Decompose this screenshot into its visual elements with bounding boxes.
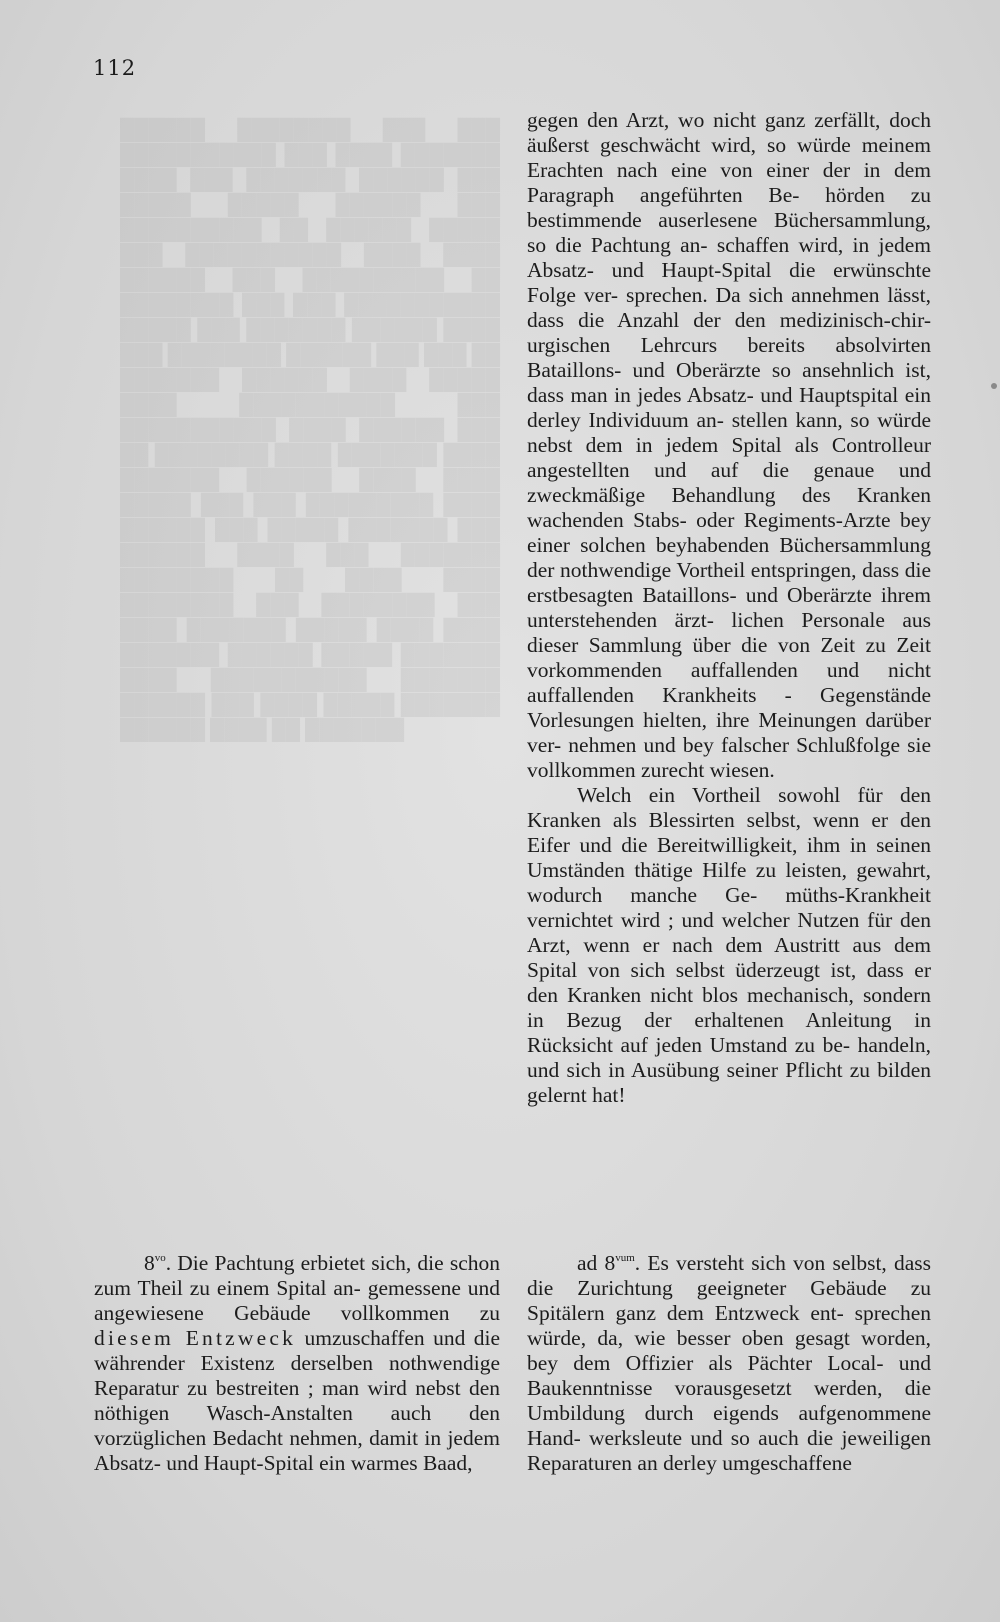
text-line: in seinen Umständen thätige Hilfe zu bbox=[527, 833, 931, 882]
text-line: Reparaturen an derley umgeschaffene bbox=[527, 1451, 852, 1475]
paragraph bbox=[527, 783, 931, 1108]
text-line: sprechen. Da sich annehmen lässt, dass bbox=[527, 283, 932, 332]
text-line: . Die Pachtung erbietet sich, die bbox=[165, 1251, 444, 1275]
text-line: nehmen und bey falscher Schlußfolge bbox=[568, 733, 901, 757]
text-line: meinem Erachten nach eine von einer bbox=[527, 133, 931, 182]
text-line: die Anzahl der den medizinisch-chir- bbox=[578, 308, 932, 332]
text-line: leisten, gewahrt, wodurch manche Ge- bbox=[527, 858, 932, 907]
text-line: der in dem Paragraph angeführten Be- bbox=[527, 158, 931, 207]
section-marker: ad 8 bbox=[577, 1251, 616, 1275]
text-line: stellen kann, so würde nebst dem in bbox=[527, 408, 931, 457]
text-line: Behandlung des Kranken wachenden bbox=[527, 483, 931, 532]
text-line: derselben nothwendige Reparatur zu bbox=[94, 1351, 501, 1400]
text-line: Welch ein Vortheil sowohl für den bbox=[577, 783, 931, 807]
paragraph bbox=[527, 108, 931, 783]
text-line: vorausgesetzt werden, die Umbildung bbox=[527, 1376, 931, 1425]
right-column-bottom bbox=[527, 1251, 931, 1476]
left-column-bottom bbox=[94, 1251, 500, 1476]
text-line: auffallenden und nicht auffallenden bbox=[527, 658, 931, 707]
text-line: hörden zu bestimmende auserlesene bbox=[527, 183, 931, 232]
paragraph-ad-8vum bbox=[527, 1251, 931, 1476]
text-line: doch äußerst geschwächt wird, so würde bbox=[527, 108, 931, 157]
paragraph-8vo bbox=[94, 1251, 500, 1476]
text-line: jedem Spital als Controlleur angestellten bbox=[527, 433, 932, 482]
text-line: und Haupt-Spital ein warmes Baad, bbox=[166, 1451, 473, 1475]
text-line: der nothwendige Vortheil entspringen, bbox=[527, 558, 857, 582]
text-line: gesagt worden, bey dem Offizier als bbox=[527, 1326, 931, 1375]
text-line: handeln, und sich in Ausübung seiner bbox=[527, 1033, 931, 1082]
section-marker: 8 bbox=[144, 1251, 155, 1275]
text-line: bestreiten ; man wird nebst den nöthigen bbox=[94, 1376, 501, 1425]
text-line: Rücksicht auf jeden Umstand zu be- bbox=[527, 1033, 851, 1057]
text-line: nach dem Austritt aus dem Spital von bbox=[527, 933, 931, 982]
text-line: ist, dass man in jedes Absatz- und bbox=[527, 358, 931, 407]
section-marker-sup: vum bbox=[615, 1252, 635, 1264]
text-line: dass die Zurichtung geeigneter Gebäude bbox=[527, 1251, 931, 1300]
text-line: Bataillons- und Oberärzte so ansehnlich bbox=[527, 358, 895, 382]
text-line: welcher Nutzen für den Arzt, wenn er bbox=[527, 908, 932, 957]
text-line: werksleute und so auch die jeweiligen bbox=[588, 1426, 931, 1450]
text-line: vollkommen zu bbox=[340, 1301, 500, 1325]
text-line: müths-Krankheit vernichtet wird ; und bbox=[527, 883, 932, 932]
text-line: umzuschaffen und die währender Existenz bbox=[94, 1326, 500, 1375]
bleed-through-texture: ██████ ████████ ███ ███ ███████████ ███ ████ ███████ ████ ███ ███████ ██████ ███ █████ █████ ██████ ███ ██████████ ██ ██████ █████ ███ ███████████ ████ ████ ██████ ███ ██████████ ██ ████████ ███ ███ ███████████ █████ ███ ███████ ██████ ████ ███ ████████ ██████ ███ ███ ██ ███████ ██████ ████ █████ ████ ███████████ ███ ███████████ ████ ██████ ███ ██ ████████ ████ ███████ ████ ███████ ██████ ████ ████ █████ ███ ███ █████████ ████ ██████ ███ █████ ███████ ███ ██████ ████ ███ ███████ ████████ ██ ████ ████ ████████ ███ ████████ ███ ████ ███████ █████ ████ ████ ███████ ██████ █████ ███████ ████ ███████████ ███████ ██████ ███ ████ █████ ███████ ██████ ████ ██ ███████ bbox=[120, 119, 500, 741]
text-line: schon zum Theil zu einem Spital an- bbox=[94, 1251, 500, 1300]
paper-spot bbox=[991, 383, 997, 389]
text-line: und auf die genaue und zweckmäßige bbox=[527, 458, 931, 507]
text-line: urgischen Lehrcurs bereits absolvirten bbox=[527, 333, 931, 357]
emphasized-text: diesem Entzweck bbox=[94, 1326, 297, 1350]
text-line: Büchersammlung, so die Pachtung an- bbox=[527, 208, 931, 257]
text-line: gemessene und angewiesene Gebäude bbox=[94, 1276, 501, 1325]
right-column-top bbox=[527, 108, 931, 1108]
text-line: den Eifer und die Bereitwilligkeit, ihm bbox=[527, 808, 931, 857]
text-line: Pflicht zu bilden gelernt hat! bbox=[527, 1058, 932, 1107]
text-line: Krankheits - Gegenstände Vorlesungen bbox=[527, 683, 931, 732]
page-number: 112 bbox=[93, 56, 137, 80]
text-line: Stabs- oder Regiments-Arzte bey einer bbox=[527, 508, 931, 557]
text-line: über die von Zeit zu Zeit vorkommenden bbox=[527, 633, 931, 682]
text-line: lichen Personale aus dieser Sammlung bbox=[527, 608, 931, 657]
text-line: zu Spitälern ganz dem Entzweck ent- bbox=[527, 1276, 932, 1325]
text-line: Kranken als Blessirten selbst, wenn er bbox=[527, 808, 889, 832]
text-line: dass die erstbesagten Bataillons- und bbox=[527, 558, 932, 607]
text-line: solchen beyhabenden Büchersammlung bbox=[580, 533, 932, 557]
text-line: Kranken nicht blos mechanisch, sondern bbox=[567, 983, 932, 1007]
text-line: in Bezug der erhaltenen Anleitung in bbox=[527, 1008, 931, 1032]
text-line: sich selbst üderzeugt ist, dass er den bbox=[527, 958, 932, 1007]
section-marker-sup: vo bbox=[154, 1252, 166, 1264]
text-line: schaffen wird, in jedem Absatz- und bbox=[527, 233, 932, 282]
text-line: Oberärzte ihrem unterstehenden ärzt- bbox=[527, 583, 931, 632]
text-line: hielten, ihre Meinungen darüber ver- bbox=[527, 708, 932, 757]
text-line: Wasch-Anstalten auch den vorzüglichen bbox=[94, 1401, 500, 1450]
text-line: sprechen würde, da, wie besser oben bbox=[527, 1301, 931, 1350]
text-line: Hauptspital ein derley Individuum an- bbox=[527, 383, 932, 432]
text-line: sie vollkommen zurecht wiesen. bbox=[527, 733, 932, 782]
text-line: Bedacht nehmen, damit in jedem Absatz- bbox=[94, 1426, 500, 1475]
text-line: Haupt-Spital die erwünschte Folge ver- bbox=[527, 258, 932, 307]
text-line: Pächter Local- und Baukenntnisse bbox=[527, 1351, 932, 1400]
text-line: gegen den Arzt, wo nicht ganz zerfällt, bbox=[527, 108, 881, 132]
text-line: durch eigends aufgenommene Hand- bbox=[527, 1401, 932, 1450]
text-line: . Es versteht sich von selbst, bbox=[634, 1251, 887, 1275]
